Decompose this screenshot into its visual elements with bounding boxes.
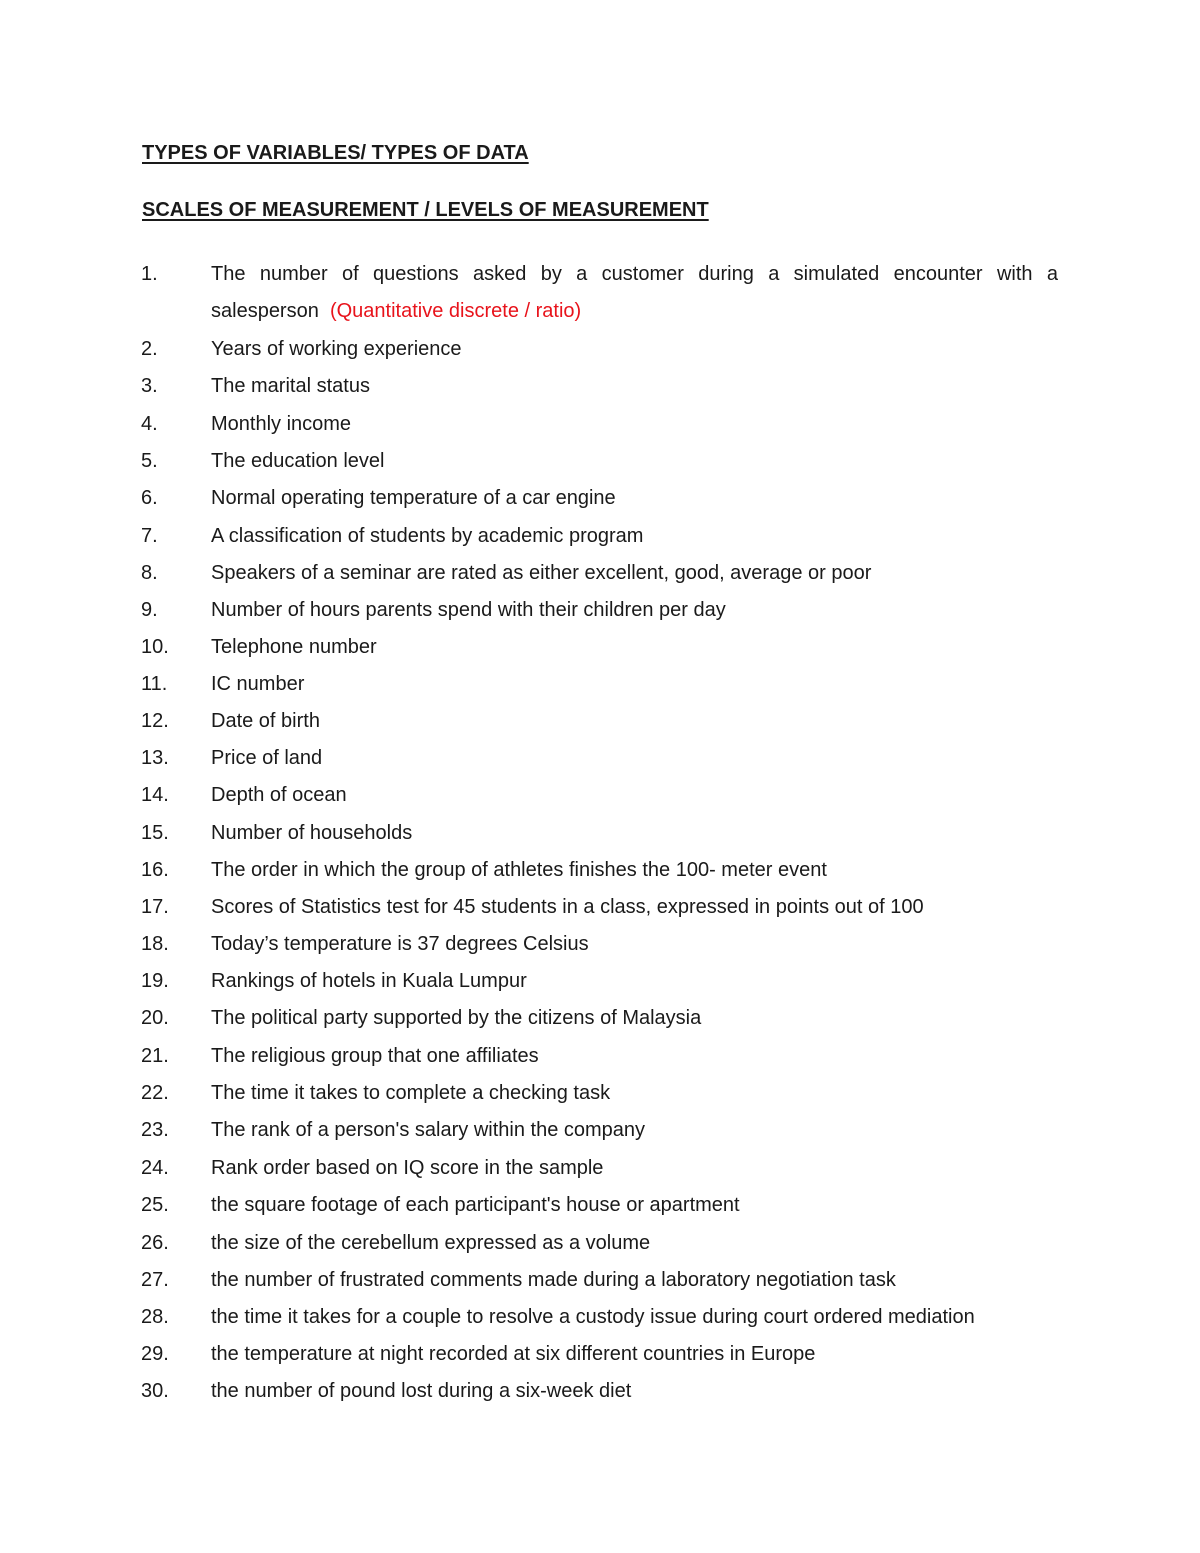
item-number: 16. [141, 859, 169, 881]
item-number: 2. [141, 338, 158, 360]
item-text: The order in which the group of athletes finishes the 100- meter event [211, 859, 827, 881]
item-number: 30. [141, 1380, 169, 1402]
item-number: 15. [141, 822, 169, 844]
item-number: 1. [141, 263, 158, 285]
item-text-line2: salesperson [211, 300, 319, 322]
item-number: 10. [141, 636, 169, 658]
item-text: Rank order based on IQ score in the sample [211, 1157, 604, 1179]
item-text: Years of working experience [211, 338, 462, 360]
item-text: Number of households [211, 822, 413, 844]
item-text: the size of the cerebellum expressed as a volume [211, 1232, 651, 1254]
item-number: 19. [141, 970, 169, 992]
item-number: 23. [141, 1119, 169, 1141]
item-number: 5. [141, 450, 158, 472]
item-text: The time it takes to complete a checking task [211, 1082, 611, 1104]
item-text: Today’s temperature is 37 degrees Celsius [211, 933, 589, 955]
item-text: IC number [211, 673, 305, 695]
item-number: 8. [141, 562, 158, 584]
item-text: the number of frustrated comments made during a laboratory negotiation task [211, 1269, 896, 1291]
item-text: Monthly income [211, 413, 352, 435]
item-text: Scores of Statistics test for 45 students in a class, expressed in points out of 100 [211, 896, 924, 918]
item-number: 12. [141, 710, 169, 732]
answer-annotation: (Quantitative discrete / ratio) [329, 300, 582, 322]
item-text: the number of pound lost during a six-week diet [211, 1380, 632, 1402]
item-text: the temperature at night recorded at six different countries in Europe [211, 1343, 816, 1365]
item-text: The education level [211, 450, 385, 472]
item-number: 14. [141, 784, 169, 806]
item-number: 26. [141, 1232, 169, 1254]
item-number: 6. [141, 487, 158, 509]
item-text: The rank of a person's salary within the company [211, 1119, 646, 1141]
item-text [211, 256, 1058, 330]
item-text: A classification of students by academic program [211, 525, 644, 547]
item-number: 24. [141, 1157, 169, 1179]
item-text: Date of birth [211, 710, 320, 732]
item-text: Price of land [211, 747, 323, 769]
item-number: 11. [141, 673, 168, 695]
item-number: 20. [141, 1007, 169, 1029]
item-number: 3. [141, 375, 158, 397]
item-text: Telephone number [211, 636, 377, 658]
document-subtitle: SCALES OF MEASUREMENT / LEVELS OF MEASUREMENT [142, 199, 709, 221]
item-number: 28. [141, 1306, 169, 1328]
item-text: Normal operating temperature of a car engine [211, 487, 616, 509]
item-text: The marital status [211, 375, 370, 397]
item-number: 4. [141, 413, 158, 435]
item-number: 17. [141, 896, 169, 918]
item-text: The religious group that one affiliates [211, 1045, 539, 1067]
item-number: 9. [141, 599, 158, 621]
item-text: The political party supported by the citizens of Malaysia [211, 1007, 702, 1029]
item-text-line1: The number of questions asked by a customer during a simulated encounter with a [211, 263, 1058, 285]
item-text: the square footage of each participant's house or apartment [211, 1194, 740, 1216]
item-number: 25. [141, 1194, 169, 1216]
item-number: 22. [141, 1082, 169, 1104]
item-number: 27. [141, 1269, 169, 1291]
item-number: 18. [141, 933, 169, 955]
item-text: Speakers of a seminar are rated as either excellent, good, average or poor [211, 562, 872, 584]
item-number: 29. [141, 1343, 169, 1365]
document-title: TYPES OF VARIABLES/ TYPES OF DATA [142, 142, 529, 164]
item-text: Depth of ocean [211, 784, 347, 806]
item-text: Number of hours parents spend with their children per day [211, 599, 726, 621]
item-text: Rankings of hotels in Kuala Lumpur [211, 970, 527, 992]
item-number: 21. [141, 1045, 169, 1067]
item-number: 13. [141, 747, 169, 769]
item-number: 7. [141, 525, 158, 547]
item-text: the time it takes for a couple to resolve a custody issue during court ordered mediation [211, 1306, 975, 1328]
